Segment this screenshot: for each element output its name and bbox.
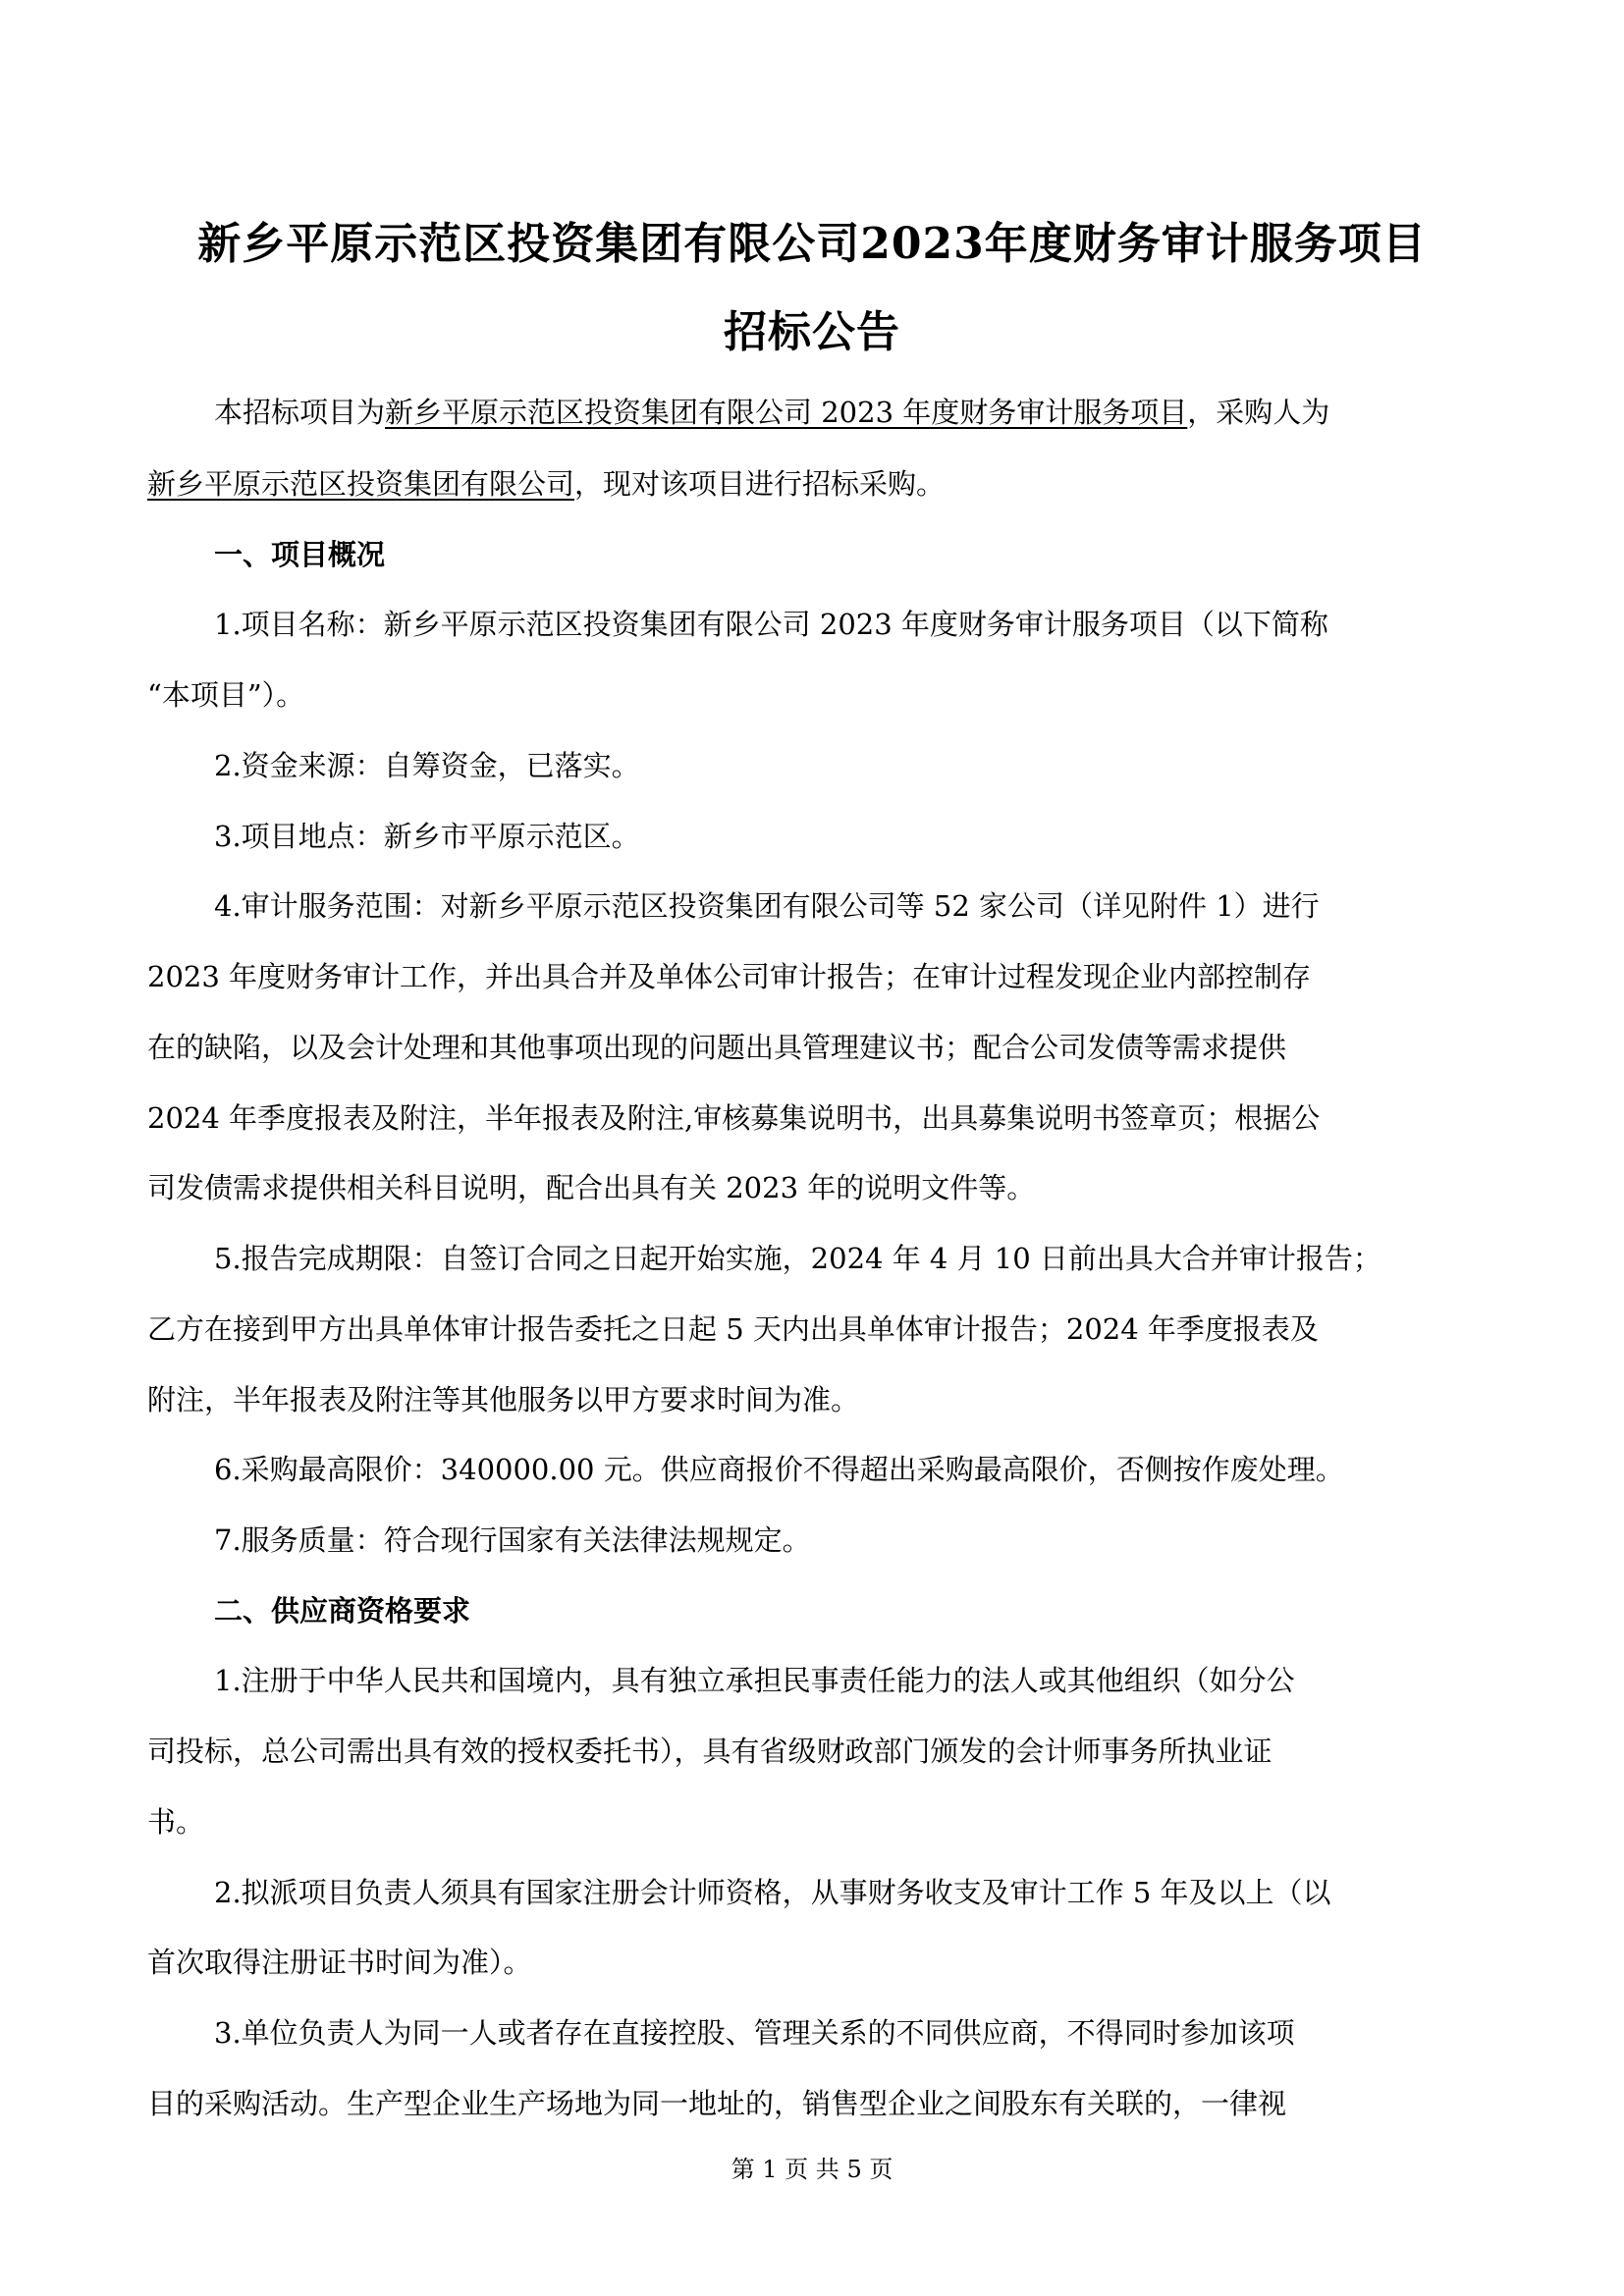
document-title: 新乡平原示范区投资集团有限公司2023年度财务审计服务项目 [197, 219, 1427, 269]
project-name-underlined: 新乡平原示范区投资集团有限公司 2023 年度财务审计服务项目 [385, 396, 1188, 429]
s2-item1-line3: 书。 [147, 1805, 205, 1839]
document-subtitle: 招标公告 [724, 307, 900, 357]
intro-closing: ，现对该项目进行招标采购。 [574, 467, 946, 501]
intro-suffix: ，采购人为 [1187, 396, 1330, 429]
s1-item4-line3: 在的缺陷，以及会计处理和其他事项出现的问题出具管理建议书；配合公司发债等需求提供 [147, 1031, 1287, 1064]
page-number-footer: 第 1 页 共 5 页 [731, 2156, 893, 2183]
section-2-heading: 二、供应商资格要求 [214, 1594, 471, 1628]
s1-item2: 2.资金来源：自筹资金，已落实。 [214, 749, 640, 782]
s1-item3: 3.项目地点：新乡市平原示范区。 [214, 820, 640, 853]
s1-item4-line5: 司发债需求提供相关科目说明，配合出具有关 2023 年的说明文件等。 [147, 1171, 1036, 1204]
s1-item5-line3: 附注，半年报表及附注等其他服务以甲方要求时间为准。 [147, 1383, 860, 1416]
s2-item3-line1: 3.单位负责人为同一人或者存在直接控股、管理关系的不同供应商，不得同时参加该项 [214, 2016, 1295, 2050]
s1-item7: 7.服务质量：符合现行国家有关法律法规规定。 [214, 1523, 811, 1557]
s2-item1-line2: 司投标，总公司需出具有效的授权委托书），具有省级财政部门颁发的会计师事务所执业证 [147, 1735, 1272, 1768]
s1-item5-line1: 5.报告完成期限：自签订合同之日起开始实施，2024 年 4 月 10 日前出具大合并审计报告； [214, 1242, 1381, 1275]
s1-item4-line1: 4.审计服务范围：对新乡平原示范区投资集团有限公司等 52 家公司（详见附件 1）进行 [214, 889, 1320, 923]
section-1-heading: 一、项目概况 [214, 538, 386, 571]
intro-paragraph-line-2 [147, 464, 1492, 504]
s1-item4-line4: 2024 年季度报表及附注，半年报表及附注,审核募集说明书，出具募集说明书签章页；根据公 [147, 1101, 1321, 1135]
s2-item2-line1: 2.拟派项目负责人须具有国家注册会计师资格，从事财务收支及审计工作 5 年及以上（以 [214, 1876, 1331, 1909]
intro-prefix: 本招标项目为 [214, 396, 386, 429]
s1-item6: 6.采购最高限价：340000.00 元。供应商报价不得超出采购最高限价，否侧按作废处理。 [214, 1453, 1344, 1486]
s1-item4-line2: 2023 年度财务审计工作，并出具合并及单体公司审计报告；在审计过程发现企业内部控制存 [147, 960, 1312, 993]
purchaser-name-underlined: 新乡平原示范区投资集团有限公司 [147, 467, 575, 501]
intro-paragraph-line-1 [214, 393, 1492, 432]
s1-item5-line2: 乙方在接到甲方出具单体审计报告委托之日起 5 天内出具单体审计报告；2024 年季度报表及 [147, 1312, 1319, 1346]
s1-item1-line2: “本项目”）。 [147, 678, 305, 712]
s2-item3-line2: 目的采购活动。生产型企业生产场地为同一地址的，销售型企业之间股东有关联的，一律视 [147, 2087, 1287, 2120]
s2-item1-line1: 1.注册于中华人民共和国境内，具有独立承担民事责任能力的法人或其他组织（如分公 [214, 1664, 1295, 1697]
s2-item2-line2: 首次取得注册证书时间为准）。 [147, 1946, 532, 1979]
s1-item1-line1: 1.项目名称：新乡平原示范区投资集团有限公司 2023 年度财务审计服务项目（以下简称 [214, 608, 1328, 641]
